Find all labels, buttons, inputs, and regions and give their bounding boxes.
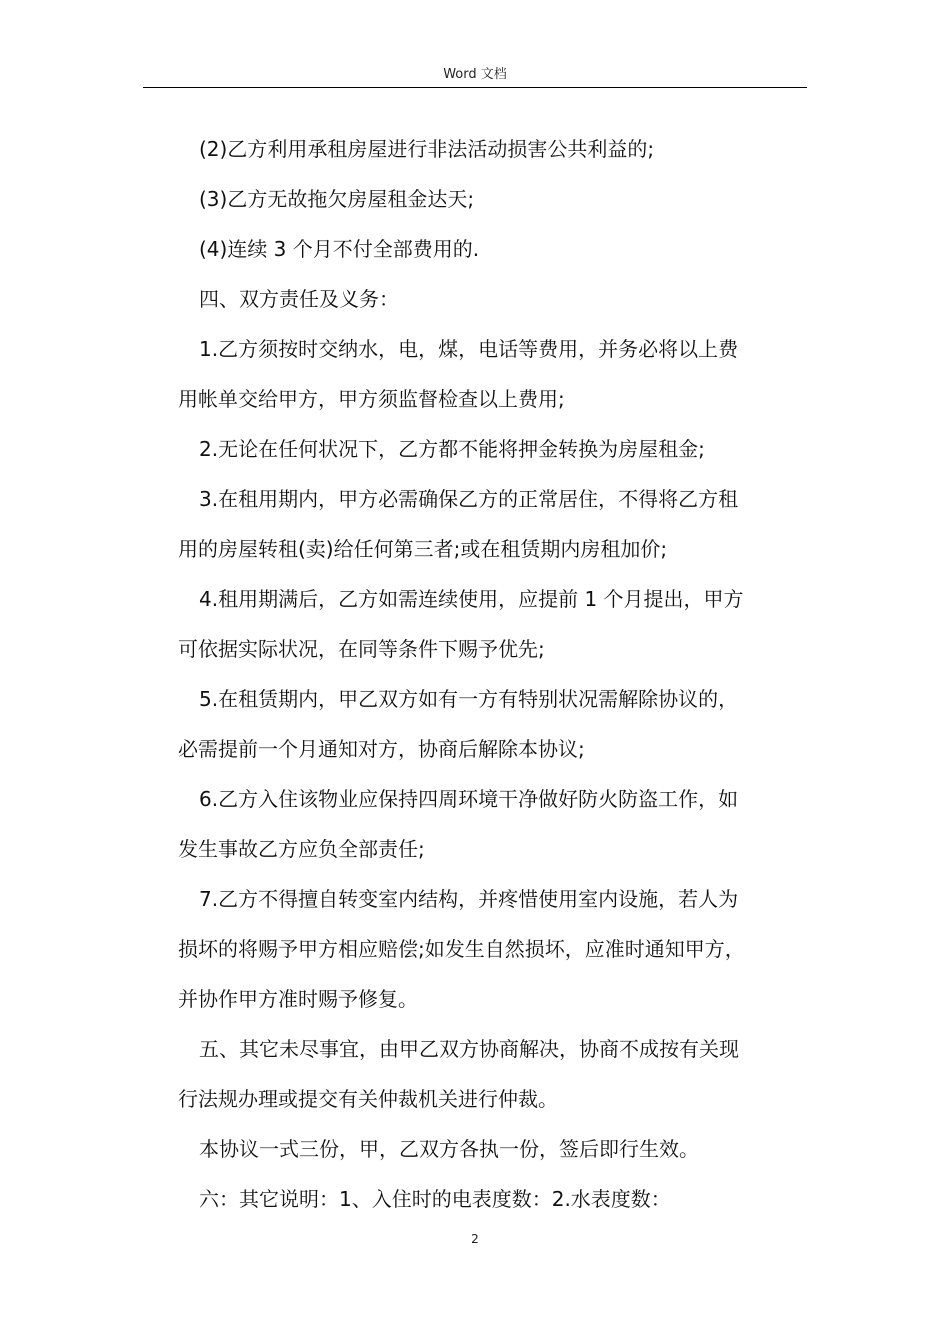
paragraph-text: 可依据实际状况，在同等条件下赐予优先; <box>178 637 545 661</box>
paragraph-text: 用帐单交给甲方，甲方须监督检查以上费用; <box>178 387 565 411</box>
paragraph-line <box>178 774 802 824</box>
paragraph-text: (3)乙方无故拖欠房屋租金达天; <box>199 187 475 211</box>
header-divider <box>143 87 807 88</box>
paragraph-text: 发生事故乙方应负全部责任; <box>178 837 425 861</box>
section-heading <box>178 1024 802 1074</box>
page-header-title: Word 文档 <box>443 67 507 82</box>
paragraph-text: 行法规办理或提交有关仲裁机关进行仲裁。 <box>178 1087 558 1111</box>
paragraph-text: 7.乙方不得擅自转变室内结构，并疼惜使用室内设施，若人为 <box>199 887 739 911</box>
paragraph-line <box>178 474 802 524</box>
paragraph-text: 六：其它说明：1、入住时的电表度数：2.水表度数： <box>199 1187 671 1211</box>
section-heading <box>178 1174 802 1224</box>
paragraph-text: 1.乙方须按时交纳水，电，煤，电话等费用，并务必将以上费 <box>199 337 739 361</box>
paragraph-text: (4)连续 3 个月不付全部费用的. <box>199 237 480 261</box>
paragraph-text: 2.无论在任何状况下，乙方都不能将押金转换为房屋租金; <box>199 437 705 461</box>
paragraph-line <box>178 924 802 974</box>
paragraph-text: (2)乙方利用承租房屋进行非法活动损害公共利益的; <box>199 137 655 161</box>
paragraph-line <box>178 1074 802 1124</box>
page-number: 2 <box>471 1232 479 1246</box>
paragraph-text: 四、双方责任及义务： <box>199 287 399 311</box>
paragraph-line <box>178 524 802 574</box>
paragraph-text: 5.在租赁期内，甲乙双方如有一方有特别状况需解除协议的， <box>199 687 739 711</box>
paragraph-line <box>178 724 802 774</box>
paragraph-line <box>178 1124 802 1174</box>
paragraph-line <box>178 124 802 174</box>
paragraph-text: 五、其它未尽事宜，由甲乙双方协商解决，协商不成按有关现 <box>199 1037 739 1061</box>
paragraph-line <box>178 674 802 724</box>
paragraph-line <box>178 824 802 874</box>
paragraph-line <box>178 174 802 224</box>
paragraph-text: 并协作甲方准时赐予修复。 <box>178 987 418 1011</box>
document-body <box>178 124 802 1224</box>
paragraph-line <box>178 324 802 374</box>
paragraph-text: 6.乙方入住该物业应保持四周环境干净做好防火防盗工作，如 <box>199 787 739 811</box>
paragraph-text: 本协议一式三份，甲，乙双方各执一份，签后即行生效。 <box>199 1137 699 1161</box>
paragraph-line <box>178 374 802 424</box>
paragraph-text: 损坏的将赐予甲方相应赔偿;如发生自然损坏，应准时通知甲方， <box>178 937 745 961</box>
paragraph-line <box>178 624 802 674</box>
paragraph-line <box>178 424 802 474</box>
paragraph-text: 4.租用期满后，乙方如需连续使用，应提前 1 个月提出，甲方 <box>199 587 744 611</box>
paragraph-text: 用的房屋转租(卖)给任何第三者;或在租赁期内房租加价; <box>178 537 668 561</box>
paragraph-text: 3.在租用期内，甲方必需确保乙方的正常居住，不得将乙方租 <box>199 487 739 511</box>
paragraph-line <box>178 874 802 924</box>
paragraph-line <box>178 574 802 624</box>
paragraph-line <box>178 974 802 1024</box>
paragraph-text: 必需提前一个月通知对方，协商后解除本协议; <box>178 737 585 761</box>
paragraph-line <box>178 224 802 274</box>
section-heading <box>178 274 802 324</box>
